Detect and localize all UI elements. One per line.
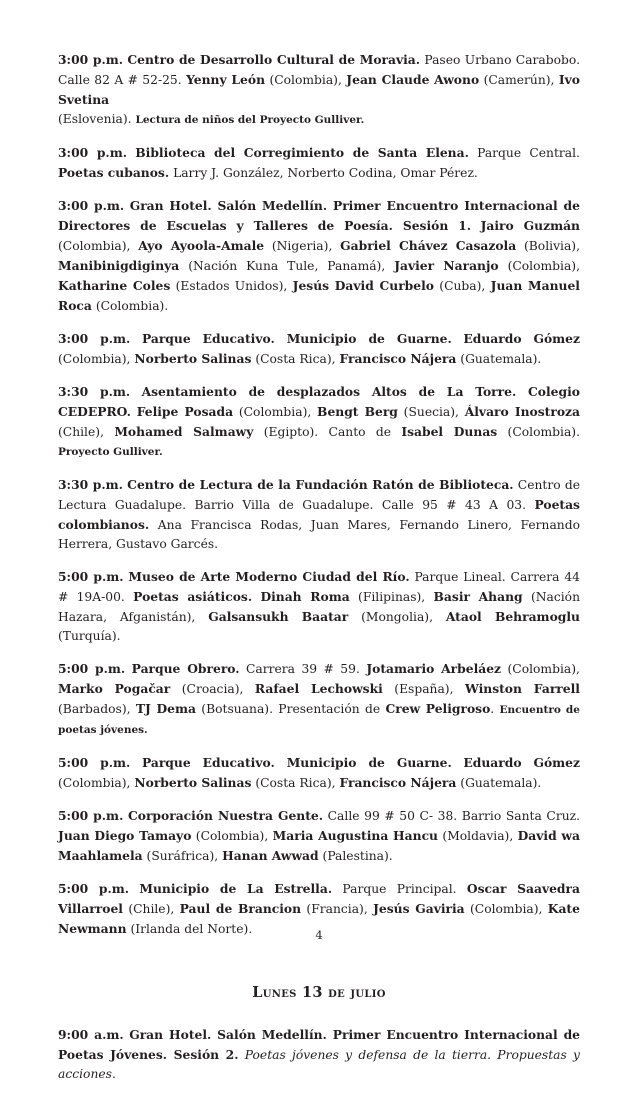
event-entry: 5:00 p.m. Parque Educativo. Municipio de Guarne. Eduardo Gómez (Colombia), Norberto Salinas (Costa Rica), Francisco Nájera (Guatemala).	[58, 755, 580, 790]
event-entry: 3:00 p.m. Parque Educativo. Municipio de Guarne. Eduardo Gómez (Colombia), Norberto Salinas (Costa Rica), Francisco Nájera (Guatemala).	[58, 331, 580, 366]
event-entry: 3:00 p.m. Gran Hotel. Salón Medellín. Primer Encuentro Internacional de Directores de Escuelas y Talleres de Poesía. Sesión 1. Jairo Guzmán (Colombia), Ayo Ayoola-Amale (Nigeria), Gabriel Chávez Casazola (Bolivia), Manibinigdiginya (Nación Kuna Tule, Panamá), Javier Naranjo (Colombia), Katharine Coles (Estados Unidos), Jesús David Curbelo (Cuba), Juan Manuel Roca (Colombia).	[58, 198, 581, 313]
event-entry: 5:00 p.m. Corporación Nuestra Gente. Calle 99 # 50 C- 38. Barrio Santa Cruz. Juan Diego Tamayo (Colombia), Maria Augustina Hancu (Moldavia), David wa Maahlamela (Suráfrica), Hanan Awwad (Palestina).	[58, 808, 581, 863]
event-entry: 9:00 a.m. Gran Hotel. Salón Medellín. Primer Encuentro Internacional de Poetas Jóvenes. Sesión 2. Poetas jóvenes y defensa de la tierra. Propuestas y acciones.	[58, 1027, 580, 1081]
event-entry: 5:00 p.m. Parque Obrero. Carrera 39 # 59. Jotamario Arbeláez (Colombia), Marko Pogačar (Croacia), Rafael Lechowski (España), Winston Farrell (Barbados), TJ Dema (Botsuana). Presentación de Crew Peligroso. Encuentro de poetas jóvenes.	[58, 661, 580, 736]
day-heading: Lunes 13 de julio	[252, 984, 386, 1001]
event-entry: 5:00 p.m. Municipio de La Estrella. Parque Principal. Oscar Saavedra Villarroel (Chile), Paul de Brancion (Francia), Jesús Gaviria (Colombia), Kate Newmann (Irlanda del Norte).	[58, 881, 580, 936]
event-entry: 3:00 p.m. Centro de Desarrollo Cultural de Moravia. Paseo Urbano Carabobo. Calle 82 A # 52-25. Yenny León (Colombia), Jean Claude Awono (Camerún), Ivo Svetina (Eslovenia). Lectura de niños del Proyecto Gulliver.	[58, 52, 580, 126]
event-entry: 5:00 p.m. Museo de Arte Moderno Ciudad del Río. Parque Lineal. Carrera 44 # 19A-00. Poetas asiáticos. Dinah Roma (Filipinas), Basir Ahang (Nación Hazara, Afganistán), Galsansukh Baatar (Mongolia), Ataol Behramoglu (Turquía).	[58, 569, 580, 643]
event-entry: 3:30 p.m. Asentamiento de desplazados Altos de La Torre. Colegio CEDEPRO. Felipe Posada (Colombia), Bengt Berg (Suecia), Álvaro Inostroza (Chile), Mohamed Salmawy (Egipto). Canto de Isabel Dunas (Colombia). Proyecto Gulliver.	[58, 384, 580, 458]
page-number: 4	[315, 928, 323, 942]
event-entry: 3:30 p.m. Centro de Lectura de la Fundación Ratón de Biblioteca. Centro de Lectura Guadalupe. Barrio Villa de Guadalupe. Calle 95 # 43 A 03. Poetas colombianos. Ana Francisca Rodas, Juan Mares, Fernando Linero, Fernando Herrera, Gustavo Garcés.	[58, 477, 580, 551]
event-entry: 3:00 p.m. Biblioteca del Corregimiento de Santa Elena. Parque Central. Poetas cubanos. Larry J. González, Norberto Codina, Omar Pérez.	[58, 145, 580, 180]
